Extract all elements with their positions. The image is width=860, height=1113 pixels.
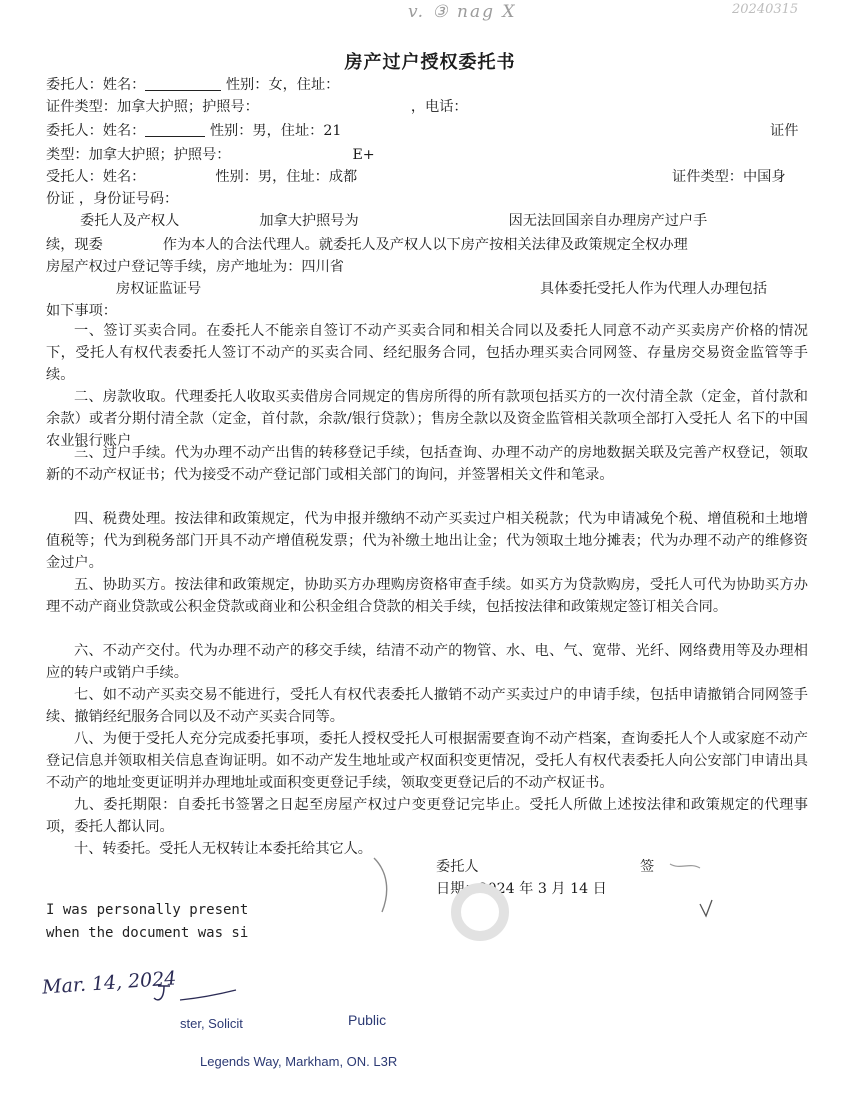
signature-date: 日期：2024 年 3 月 14 日 [436, 881, 607, 897]
handwritten-date-mark: 20240315 [732, 2, 799, 17]
intro-line-2: 续，现委 作为本人的合法代理人。就委托人及产权人以下房产按相关法律及政策规定全权办理 [46, 237, 688, 253]
intro-line-1: 委托人及产权人 加拿大护照号为 因无法回国亲自办理房产过户手 [80, 213, 708, 229]
notary-handwritten-date: Mar. 14, 2024 [41, 967, 178, 999]
agent-name-line: 受托人：姓名： 性别：男，住址：成都 [46, 169, 358, 185]
notary-stamp-line-1: ster, Solicit [180, 1016, 243, 1031]
client-2-id-label: 证件 [770, 123, 799, 139]
name-blank [145, 121, 205, 137]
client-signature-label: 委托人 [436, 859, 479, 875]
agent-id-number-line: 份证 ，身份证号码： [46, 191, 179, 207]
notary-stamp-public: Public [348, 1012, 387, 1028]
item-9: 九、委托期限：自委托书签署之日起至房屋产权过户变更登记完毕止。受托人所做上述按法律和政策规定的代理事项，委托人都认同。 [46, 797, 808, 836]
item-10: 十、转委托。受托人无权转让本委托给其它人。 [74, 841, 372, 857]
handwritten-initials: v. ③ nag X [408, 2, 517, 22]
notary-initial-mark [150, 980, 240, 1010]
name-blank [145, 75, 221, 91]
intro-line-5: 如下事项： [46, 303, 117, 319]
notary-stamp-line-2: Legends Way, Markham, ON. L3R [200, 1054, 398, 1069]
item-6: 六、不动产交付。代为办理不动产的移交手续，结清不动产的物管、水、电、气、宽带、光纤、网络费用等及办理相应的转户或销户手续。 [46, 643, 808, 682]
handwritten-signature-marks [360, 852, 780, 952]
item-3: 三、过户手续。代为办理不动产出售的转移登记手续，包括查询、办理不动产的房地数据关联及完善产权登记，领取新的不动产权证书；代为接受不动产登记部门或相关部门的询问，并签署相关文件和笔录。 [46, 445, 808, 484]
item-2: 二、房款收取。代理委托人收取买卖借房合同规定的售房所得的所有款项包括买方的一次付清全款（定金，首付款和余款）或者分期付清全款（定金，首付款，余款/银行贷款）；售房全款以及资金监管相关款项全部打入受托人 名下的中国农业银行账户 [46, 389, 808, 450]
notary-statement-line-1: I was personally present [46, 902, 249, 918]
item-8: 八、为便于受托人充分完成委托事项，委托人授权受托人可根据需要查询不动产档案，查询委托人个人或家庭不动产登记信息并领取相关信息查询证明。如不动产发生地址或产权面积变更情况，受托人有权代表委托人向公安部门申请出具不动产的地址变更证明并办理地址或面积变更登记手续，领取变更登记后的不动产权证书。 [46, 731, 808, 792]
signature-label: 签 [640, 859, 655, 875]
item-7: 七、如不动产买卖交易不能进行，受托人有权代表委托人撤销不动产买卖过户的申请手续，包括申请撤销合同网签手续、撤销经纪服务合同以及不动产买卖合同等。 [46, 687, 808, 726]
document-title: 房产过户授权委托书 [344, 52, 516, 73]
client-2-passport-line: 类型：加拿大护照；护照号： E+ [46, 147, 375, 163]
intro-line-4: 房权证监证号 [116, 281, 202, 297]
intro-line-3: 房屋产权过户登记等手续，房产地址为：四川省 [46, 259, 344, 275]
notary-statement-line-2: when the document was si [46, 925, 249, 941]
client-1-name-line: 委托人：姓名： 性别：女，住址： [46, 77, 340, 93]
agent-id-type: 证件类型：中国身 [672, 169, 786, 185]
item-1: 一、签订买卖合同。在委托人不能亲自签订不动产买卖合同和相关合同以及委托人同意不动产买卖房产价格的情况下，受托人有权代表委托人签订不动产的买卖合同、经纪服务合同，包括办理买卖合同网签、存量房交易资金监管等手续。 [46, 323, 808, 384]
client-1-id-line: 证件类型：加拿大护照；护照号： ，电话： [46, 99, 468, 115]
intro-line-4b: 具体委托受托人作为代理人办理包括 [540, 281, 768, 297]
item-5: 五、协助买方。按法律和政策规定，协助买方办理购房资格审查手续。如买方为贷款购房，受托人可代为协助买方办理不动产商业贷款或公积金贷款或商业和公积金组合贷款的相关手续，包括按法律和政策规定签订相关合同。 [46, 577, 808, 616]
item-4: 四、税费处理。按法律和政策规定，代为申报并缴纳不动产买卖过户相关税款；代为申请减免个税、增值税和土地增值税等；代为到税务部门开具不动产增值税发票；代为补缴土地出让金；代为领取土地分摊表；代为办理不动产的维修资金过户。 [46, 511, 808, 572]
client-2-name-line: 委托人：姓名： 性别：男，住址：21 [46, 123, 342, 139]
